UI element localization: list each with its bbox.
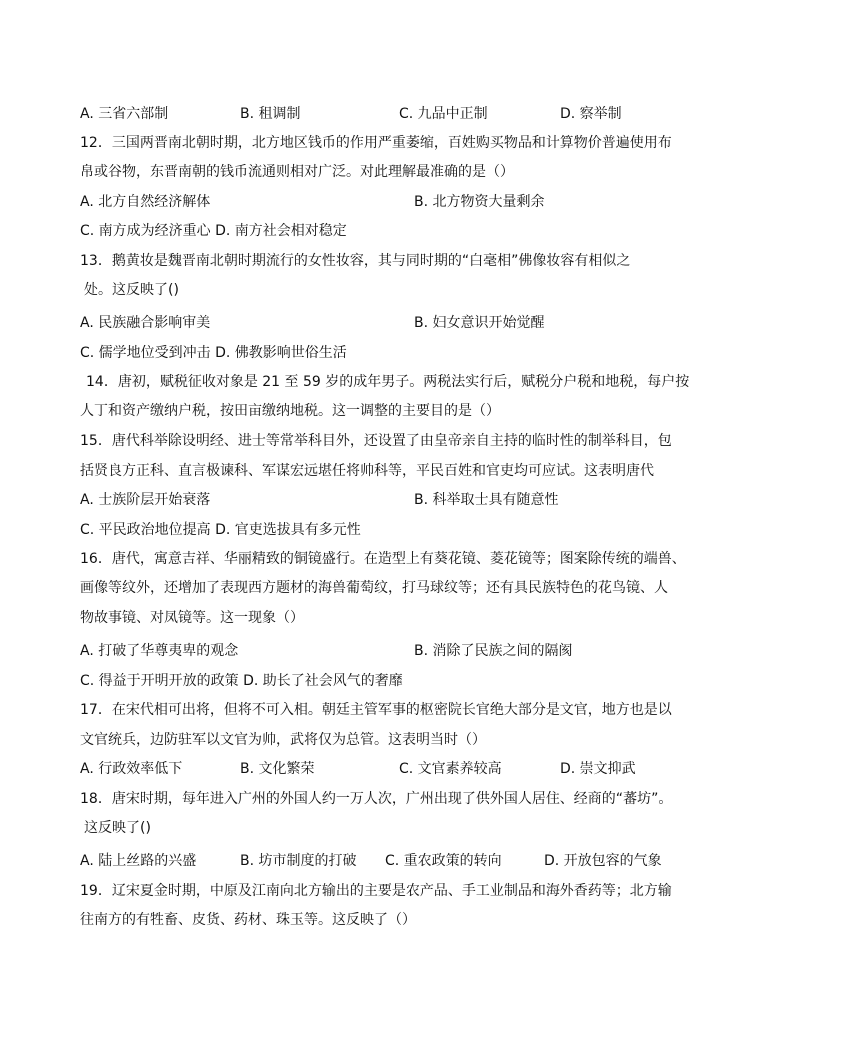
q19-stem-line-1: 19．辽宋夏金时期，中原及江南向北方输出的主要是农产品、手工业制品和海外香药等；北方输 [80,883,672,899]
q14-stem-line-1: 14．唐初，赋税征收对象是 21 至 59 岁的成年男子。两税法实行后，赋税分户税和地税，每户按 [86,374,690,390]
q18-option-b: B. 坊市制度的打破 [240,853,357,869]
q17-options [80,758,780,780]
q16-stem-line-1: 16．唐代，寓意吉祥、华丽精致的铜镜盛行。在造型上有葵花镜、菱花镜等；图案除传统的端兽、 [80,551,686,567]
q18-options [80,850,780,872]
q11-option-c: C. 九品中正制 [399,106,488,122]
q16-option-b: B. 消除了民族之间的隔阂 [414,643,573,659]
q15-options-ab [80,489,780,511]
q18-option-a: A. 陆上丝路的兴盛 [80,853,197,869]
q18-stem-line-1: 18．唐宋时期，每年进入广州的外国人约一万人次，广州出现了供外国人居住、经商的“蕃坊”。 [80,791,673,807]
q16-options-cd: C. 得益于开明开放的政策 D. 助长了社会风气的奢靡 [80,673,403,689]
q15-stem-line-2: 括贤良方正科、直言极谏科、军谋宏远堪任将帅科等，平民百姓和官吏均可应试。这表明唐代 [80,463,654,479]
q13-options-ab [80,312,780,334]
q11-options [80,103,780,125]
q15-option-b: B. 科举取士具有随意性 [414,492,559,508]
q12-option-a: A. 北方自然经济解体 [80,194,211,210]
q13-stem-line-2: 处。这反映了() [84,282,179,298]
q15-options-cd: C. 平民政治地位提高 D. 官吏选拔具有多元性 [80,522,361,538]
q16-stem-line-3: 物故事镜、对凤镜等。这一现象（） [80,610,304,626]
q11-option-a: A. 三省六部制 [80,106,169,122]
q12-stem-line-2: 帛或谷物，东晋南朝的钱币流通则相对广泛。对此理解最准确的是（） [80,164,514,180]
q12-options-ab [80,191,780,213]
q11-option-d: D. 察举制 [560,106,622,122]
q11-option-b: B. 租调制 [240,106,301,122]
q16-options-ab [80,640,780,662]
q18-stem-line-2: 这反映了() [84,820,151,836]
q17-option-a: A. 行政效率低下 [80,761,183,777]
q12-stem-line-1: 12．三国两晋南北朝时期，北方地区钱币的作用严重萎缩，百姓购买物品和计算物价普遍使用布 [80,135,672,151]
q13-options-cd: C. 儒学地位受到冲击 D. 佛教影响世俗生活 [80,345,347,361]
q13-option-b: B. 妇女意识开始觉醒 [414,315,545,331]
q16-stem-line-2: 画像等纹外，还增加了表现西方题材的海兽葡萄纹，打马球纹等；还有具民族特色的花鸟镜、人 [80,580,668,596]
q17-option-b: B. 文化繁荣 [240,761,315,777]
q17-option-d: D. 崇文抑武 [560,761,636,777]
q14-stem-line-2: 人丁和资产缴纳户税，按田亩缴纳地税。这一调整的主要目的是（） [80,403,500,419]
q12-options-cd: C. 南方成为经济重心 D. 南方社会相对稳定 [80,223,347,239]
q13-stem-line-1: 13．鹅黄妆是魏晋南北朝时期流行的女性妆容，其与同时期的“白毫相”佛像妆容有相似之 [80,253,631,269]
q17-option-c: C. 文官素养较高 [399,761,502,777]
q13-option-a: A. 民族融合影响审美 [80,315,211,331]
q17-stem-line-1: 17．在宋代相可出将，但将不可入相。朝廷主管军事的枢密院长官绝大部分是文官，地方也是以 [80,702,672,718]
q19-stem-line-2: 往南方的有牲畜、皮货、药材、珠玉等。这反映了（） [80,912,416,928]
q15-stem-line-1: 15．唐代科举除设明经、进士等常举科目外，还设置了由皇帝亲自主持的临时性的制举科目，包 [80,433,672,449]
q17-stem-line-2: 文官统兵，边防驻军以文官为帅，武将仅为总管。这表明当时（） [80,732,486,748]
q16-option-a: A. 打破了华尊夷卑的观念 [80,643,239,659]
q15-option-a: A. 士族阶层开始衰落 [80,492,211,508]
q12-option-b: B. 北方物资大量剩余 [414,194,545,210]
q18-option-c: C. 重农政策的转向 [385,853,502,869]
q18-option-d: D. 开放包容的气象 [544,853,662,869]
